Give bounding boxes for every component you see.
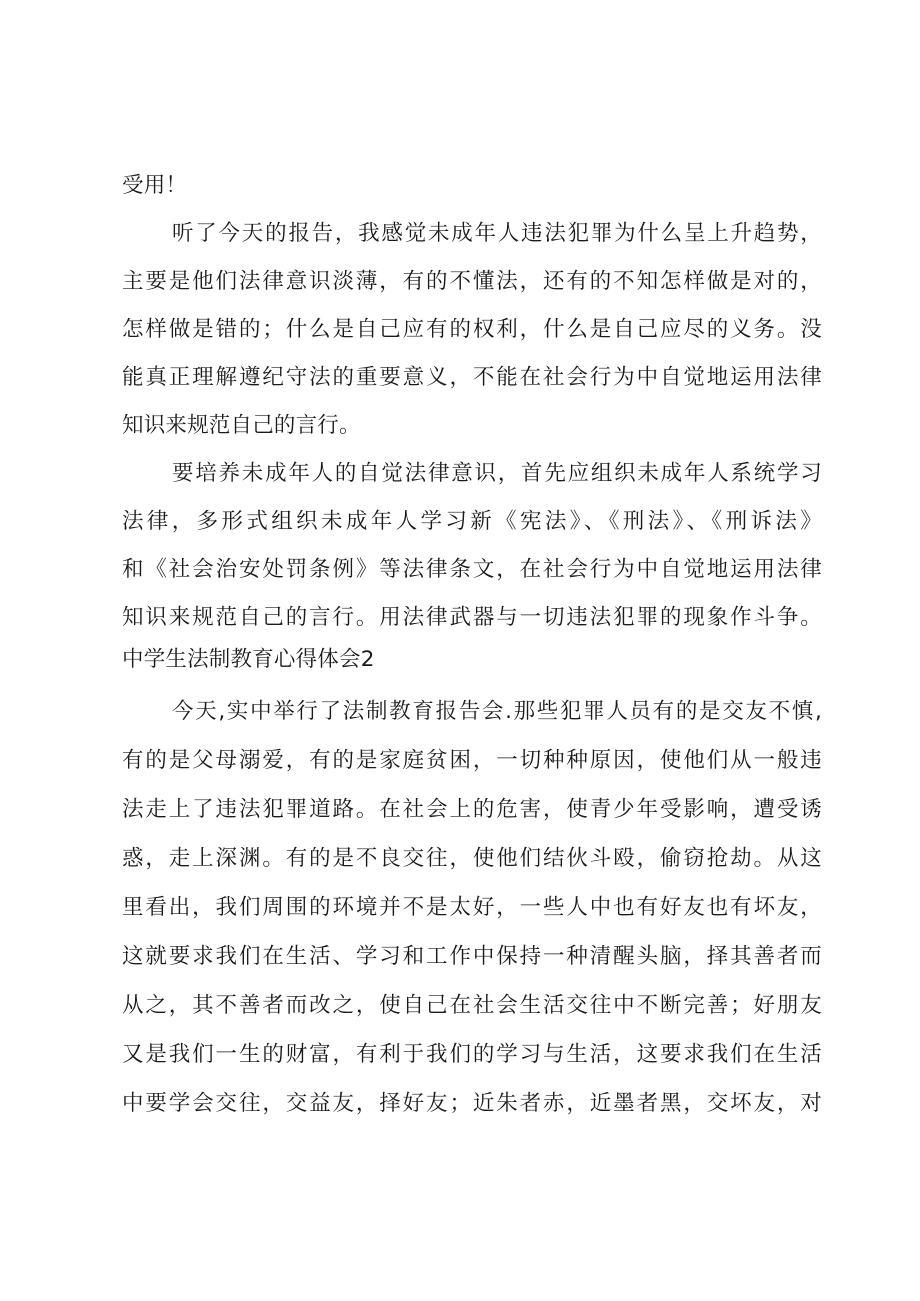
text-line: 这就要求我们在生活、学习和工作中保持一种清醒头脑，择其善者而 <box>122 944 822 969</box>
text-line: 知识来规范自己的言行。 <box>122 413 361 438</box>
text-line: 能真正理解遵纪守法的重要意义，不能在社会行为中自觉地运用法律 <box>122 365 822 390</box>
text-line: 中要学会交往，交益友，择好友；近朱者赤，近墨者黑，交坏友，对 <box>122 1091 822 1116</box>
text-line: 要培养未成年人的自觉法律意识，首先应组织未成年人系统学习 <box>172 461 822 486</box>
text-line: 知识来规范自己的言行。用法律武器与一切违法犯罪的现象作斗争。 <box>122 605 822 630</box>
text-line: 主要是他们法律意识淡薄，有的不懂法，还有的不知怎样做是对的， <box>122 269 822 294</box>
text-line: 怎样做是错的；什么是自己应有的权利，什么是自己应尽的义务。没 <box>122 317 822 342</box>
section-heading: 中学生法制教育心得体会2 <box>122 647 375 672</box>
text-line: 今天,实中举行了法制教育报告会.那些犯罪人员有的是交友不慎, <box>172 699 822 724</box>
text-line: 法律，多形式组织未成年人学习新《宪法》、《刑法》、《刑诉法》 <box>122 509 822 534</box>
text-line: 惑，走上深渊。有的是不良交往，使他们结伙斗殴，偷窃抢劫。从这 <box>122 846 822 871</box>
text-line: 听了今天的报告，我感觉未成年人违法犯罪为什么呈上升趋势， <box>172 221 822 246</box>
text-line: 受用！ <box>122 173 188 198</box>
text-line: 有的是父母溺爱，有的是家庭贫困，一切种种原因，使他们从一般违 <box>122 748 822 773</box>
text-line: 里看出，我们周围的环境并不是太好，一些人中也有好友也有坏友， <box>122 895 822 920</box>
text-line: 和《社会治安处罚条例》等法律条文，在社会行为中自觉地运用法律 <box>122 557 822 582</box>
text-line: 法走上了违法犯罪道路。在社会上的危害，使青少年受影响，遭受诱 <box>122 797 822 822</box>
text-line: 从之，其不善者而改之，使自己在社会生活交往中不断完善；好朋友 <box>122 993 822 1018</box>
text-line: 又是我们一生的财富，有利于我们的学习与生活，这要求我们在生活 <box>122 1042 822 1067</box>
